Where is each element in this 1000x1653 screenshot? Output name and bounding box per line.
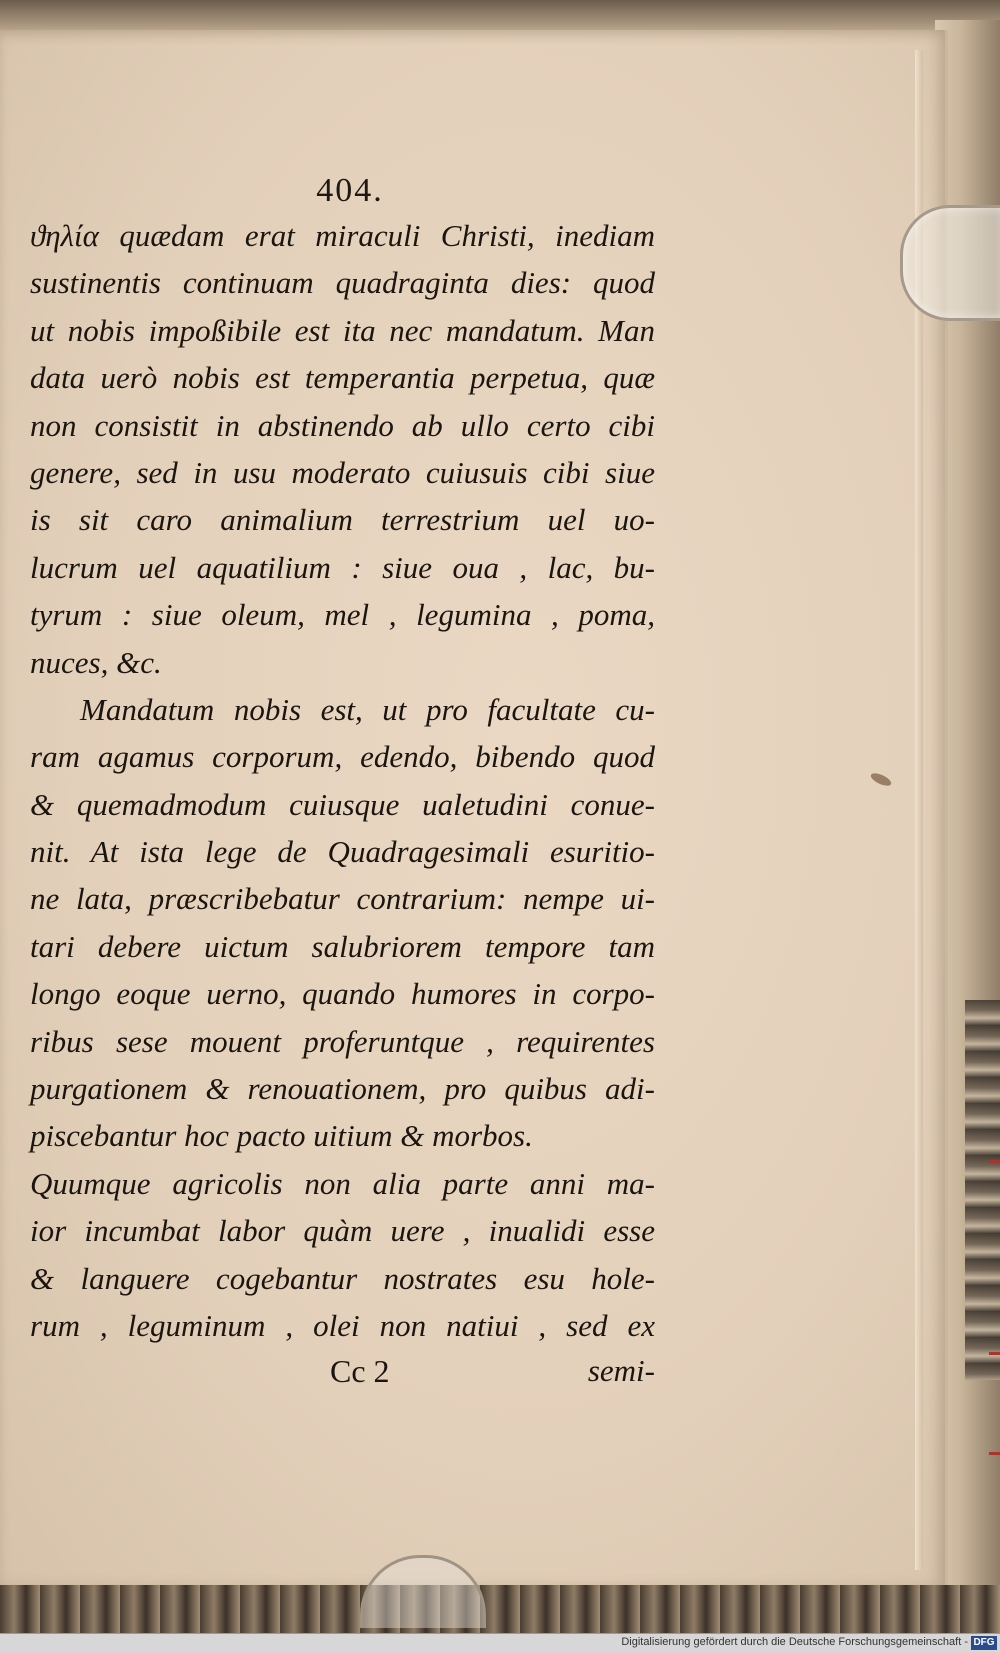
dfg-logo-icon: DFG	[971, 1636, 997, 1650]
text-line: tyrum : siue oleum, mel , legumina , poma,	[30, 597, 655, 633]
text-line: rum , leguminum , olei non natiui , sed ex	[30, 1307, 655, 1343]
red-margin-mark	[989, 1452, 1000, 1455]
red-margin-mark	[989, 1160, 1000, 1163]
text-line: ne lata, præscribebatur contrarium: nempe ui-	[30, 881, 655, 917]
signature-mark: Cc 2	[330, 1353, 390, 1389]
scan-bottom-edge	[0, 1585, 1000, 1633]
scan-top-edge	[0, 0, 1000, 30]
text-line: ϑηλία quædam erat miraculi Christi, inediam	[30, 218, 655, 253]
text-block	[30, 212, 655, 1349]
credit-bar	[0, 1633, 1000, 1653]
text-line: nit. At ista lege de Quadragesimali esuritio-	[30, 834, 655, 870]
text-line: ut nobis impoßibile est ita nec mandatum. Man	[30, 312, 655, 348]
text-line: longo eoque uerno, quando humores in corpo-	[30, 976, 655, 1012]
text-line: sustinentis continuam quadraginta dies: quod	[30, 265, 655, 301]
text-line: & languere cogebantur nostrates esu hole-	[30, 1260, 655, 1296]
page-footer	[30, 1353, 655, 1401]
text-line: Mandatum nobis est, ut pro facultate cu-	[80, 691, 655, 727]
text-line: tari debere uictum salubriorem tempore tam	[30, 928, 655, 964]
catchword: semi-	[587, 1353, 655, 1388]
text-line: nuces, &c.	[30, 644, 162, 680]
plastic-clip-top	[900, 205, 1000, 321]
text-line: ribus sese mouent proferuntque , requirentes	[30, 1023, 655, 1059]
text-line: is sit caro animalium terrestrium uel uo-	[30, 502, 655, 538]
text-line: Quumque agricolis non alia parte anni ma-	[30, 1165, 655, 1201]
text-line: ior incumbat labor quàm uere , inualidi esse	[30, 1213, 655, 1249]
red-margin-mark	[989, 1352, 1000, 1355]
page-number: 404.	[316, 172, 384, 209]
text-line: piscebantur hoc pacto uitium & morbos.	[30, 1118, 533, 1154]
neighbour-page-print	[965, 1000, 1000, 1380]
text-line: purgationem & renouationem, pro quibus adi-	[30, 1071, 655, 1107]
text-line: non consistit in abstinendo ab ullo certo cibi	[30, 407, 655, 443]
text-line: ram agamus corporum, edendo, bibendo quod	[30, 739, 655, 775]
text-line: lucrum uel aquatilium : siue oua , lac, bu-	[30, 549, 655, 585]
text-line: genere, sed in usu moderato cuiusuis cibi siue	[30, 454, 655, 490]
credit-text: Digitalisierung gefördert durch die Deutsche Forschungsgemeinschaft -	[621, 1636, 968, 1648]
text-line: & quemadmodum cuiusque ualetudini conue-	[30, 786, 655, 822]
text-line: data uerò nobis est temperantia perpetua, quæ	[30, 360, 655, 396]
